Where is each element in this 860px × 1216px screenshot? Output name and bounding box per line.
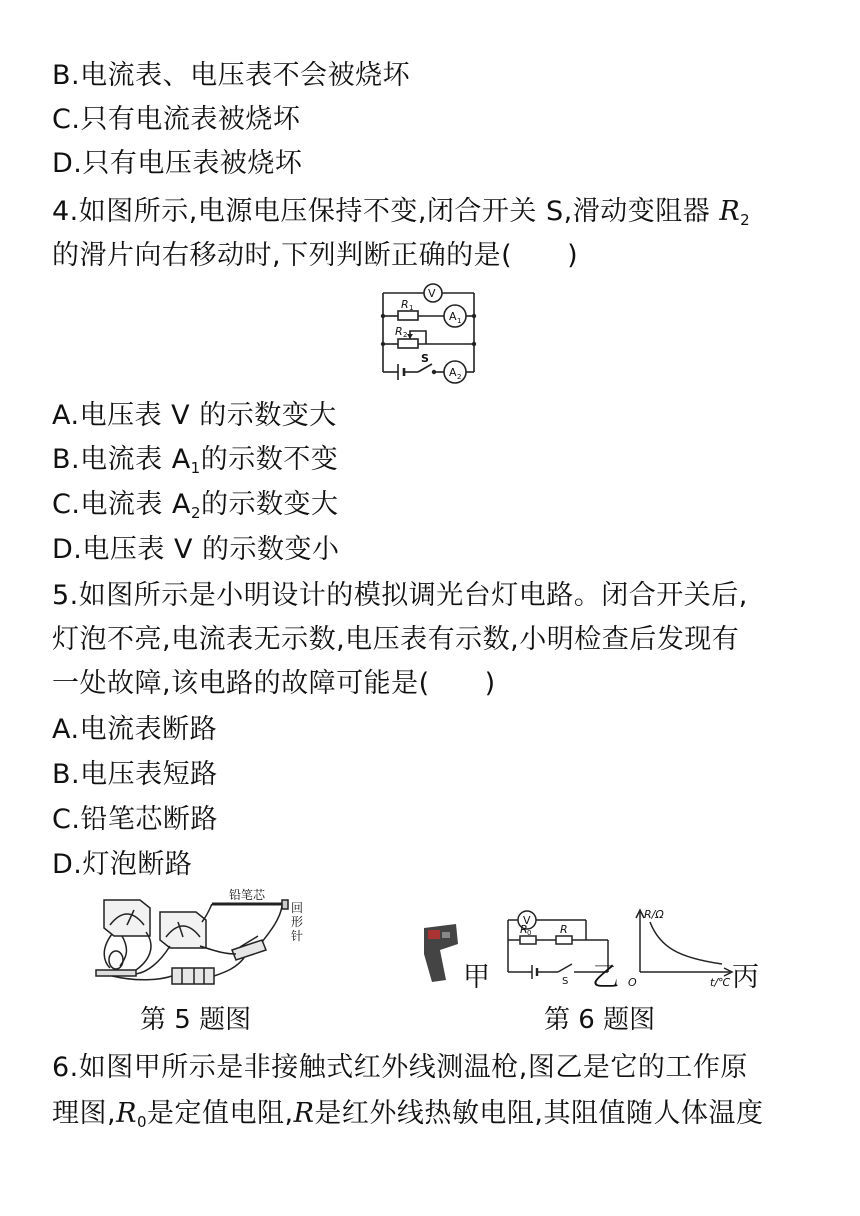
q4-option-c-post: 的示数变大 [201, 489, 339, 520]
q3-option-c: C.只有电流表被烧坏 [52, 104, 301, 135]
q4-r1-label: R [401, 298, 409, 311]
q4-option-c [52, 485, 339, 533]
q4-option-d: D.电压表 V 的示数变小 [52, 534, 340, 565]
q4-v-label: V [428, 287, 436, 300]
q5-clip-label-2: 形 [291, 915, 304, 929]
q3-option-b: B.电流表、电压表不会被烧坏 [52, 60, 411, 91]
q4-a1-label: A [449, 310, 457, 323]
q5-stem-line2: 灯泡不亮,电流表无示数,电压表有示数,小明检查后发现有 [52, 624, 740, 655]
q5-figure-caption: 第 5 题图 [140, 1005, 252, 1035]
q4-r2-label: R [395, 325, 403, 338]
q6-origin-label: O [628, 976, 637, 989]
q6-stem-line2 [52, 1094, 764, 1142]
q5-stem-line3: 一处故障,该电路的故障可能是( ) [52, 668, 496, 699]
q5-option-a: A.电流表断路 [52, 714, 218, 745]
q4-stem-var: R [719, 196, 741, 227]
q4-a1-sub: 1 [457, 317, 462, 325]
q4-option-b-sub: 1 [190, 459, 201, 477]
thermometer-gun-icon [424, 924, 458, 982]
q6-r0-sub: 0 [527, 929, 532, 937]
q4-option-c-sub: 2 [191, 504, 202, 522]
q5-clip-label-1: 回 [291, 901, 304, 915]
q6-r0-label: R [520, 923, 528, 936]
q6-stem-r0-sub: 0 [136, 1113, 147, 1131]
q4-a2-label: A [449, 366, 457, 379]
q4-a2-sub: 2 [457, 373, 462, 381]
q6-figure-caption: 第 6 题图 [544, 1005, 656, 1035]
q6-label-yi: 乙 [592, 962, 619, 993]
q4-r2-sub: 2 [403, 331, 408, 339]
q6-graph [636, 910, 732, 976]
q6-stem-line2-b: 是定值电阻, [146, 1098, 294, 1129]
q5-stem-line1: 5.如图所示是小明设计的模拟调光台灯电路。闭合开关后, [52, 580, 748, 611]
q6-x-axis-label: t/℃ [710, 976, 731, 989]
q4-option-b-pre: B.电流表 A [52, 444, 191, 475]
q4-option-b [52, 440, 338, 488]
q6-s-label: S [562, 976, 569, 987]
q6-label-bing: 丙 [732, 962, 759, 993]
q6-stem-line2-a: 理图, [52, 1098, 117, 1129]
q5-option-b: B.电压表短路 [52, 759, 218, 790]
q6-stem-line1: 6.如图甲所示是非接触式红外线测温枪,图乙是它的工作原 [52, 1052, 748, 1083]
q5-pencil-lead-label: 铅笔芯 [229, 888, 266, 902]
q5-clip-label-3: 针 [291, 929, 304, 943]
q4-option-a: A.电压表 V 的示数变大 [52, 400, 337, 431]
q5-option-d: D.灯泡断路 [52, 849, 193, 880]
q4-s-label: S [421, 352, 429, 365]
q4-stem-line2: 的滑片向右移动时,下列判断正确的是( ) [52, 240, 579, 271]
q4-r1-sub: 1 [409, 304, 414, 312]
q6-y-axis-label: R/Ω [644, 908, 664, 921]
q6-stem-r: R [293, 1098, 315, 1129]
q4-stem-var-sub: 2 [740, 211, 751, 229]
q4-stem-text: 4.如图所示,电源电压保持不变,闭合开关 S,滑动变阻器 [52, 196, 720, 227]
q6-v-label: V [523, 914, 531, 927]
q6-label-jia: 甲 [463, 962, 490, 993]
q6-r-label: R [560, 923, 568, 936]
q6-stem-r0: R [116, 1098, 137, 1129]
q4-stem-line1 [52, 192, 750, 240]
q6-stem-line2-c: 是红外线热敏电阻,其阻值随人体温度 [314, 1098, 764, 1129]
q5-option-c: C.铅笔芯断路 [52, 804, 218, 835]
q4-option-b-post: 的示数不变 [200, 444, 339, 475]
q3-option-d: D.只有电压表被烧坏 [52, 148, 303, 179]
q4-option-c-pre: C.电流表 A [52, 489, 191, 520]
